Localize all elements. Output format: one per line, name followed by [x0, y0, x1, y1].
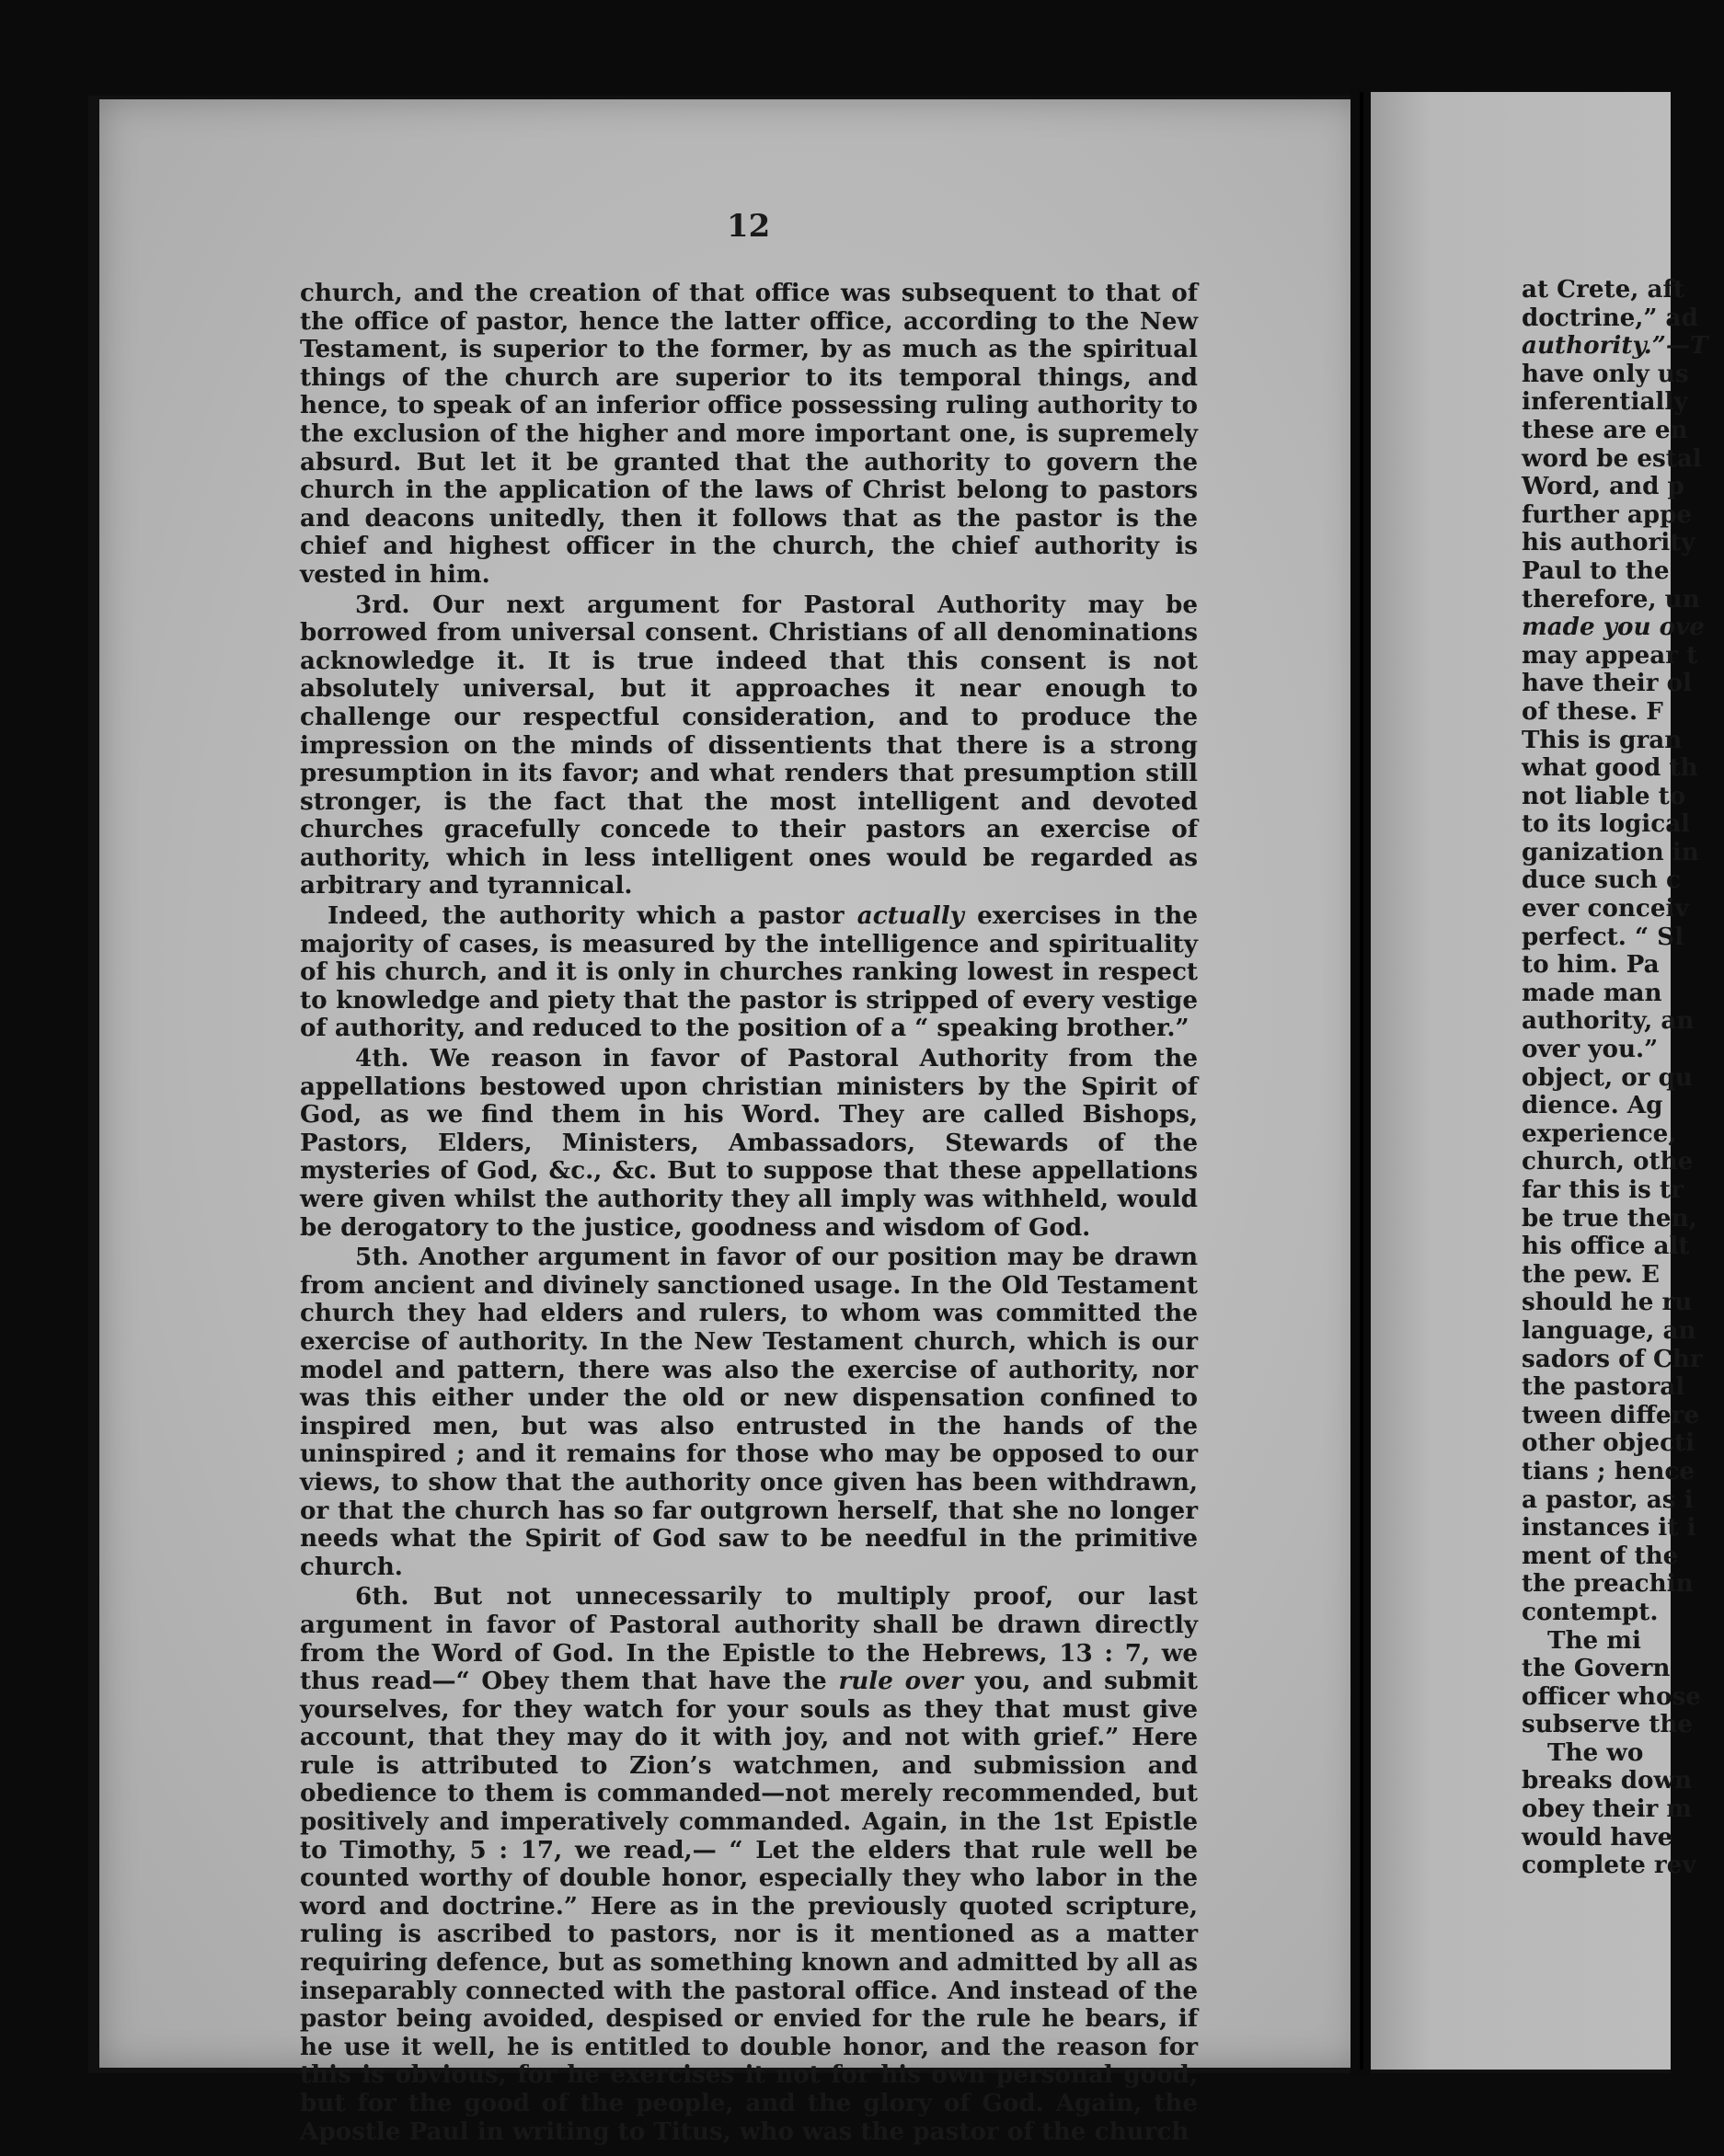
- right-page-line: the pew. E: [1522, 1259, 1660, 1289]
- right-page-line: ment of the: [1522, 1541, 1679, 1570]
- right-page-line: these are en: [1522, 415, 1688, 444]
- right-page-line: complete rev: [1522, 1851, 1696, 1880]
- right-page-line: Paul to the: [1522, 556, 1670, 585]
- right-page-line: a pastor, as i: [1522, 1485, 1694, 1514]
- paragraph: 6th. But not unnecessarily to multiply proof, our last argument in favor of Pastoral authority shall be drawn directly from the Word of God. In the Epistle to the Hebrews, 13 : 7, we thus read—“ Obey them that have the rule over you, and submit yourselves, for they watch for your souls as they that must give account, that they may do it with joy, and not with grief.” Here rule is attributed to Zion’s watchmen, and submission and obedience to them is commanded—not merely recommended, but positively and imperatively commanded. Again, in the 1st Epistle to Timothy, 5 : 17, we read,— “ Let the elders that rule well be counted worthy of double honor, especially they who labor in the word and doctrine.” Here as in the previously quoted scripture, ruling is ascribed to pastors, nor is it mentioned as a matter requiring defence, but as something known and admitted by all as inseparably connected with the pastoral office. And instead of the pastor being avoided, despised or envied for the rule he bears, if he use it well, he is entitled to double honor, and the reason for this is obvious, for he exercises it not for his own personal good, but for the good of the people, and the glory of God. Again, the Apostle Paul in writing to Titus, who was the pastor of the church: [300, 1582, 1198, 2146]
- right-page-line: obey their m: [1522, 1795, 1693, 1824]
- right-page-line: language, an: [1522, 1315, 1696, 1345]
- right-page-line: officer whose: [1522, 1681, 1701, 1711]
- right-page-line: the preachin: [1522, 1569, 1694, 1599]
- right-page-line: tween differe: [1522, 1400, 1699, 1429]
- right-page-line: have only us: [1522, 359, 1689, 388]
- gutter-line: [1360, 92, 1363, 2070]
- right-page-line: what good th: [1522, 753, 1698, 783]
- right-page-line: The mi: [1547, 1625, 1641, 1655]
- right-page-line: to its logical: [1522, 809, 1691, 839]
- right-page-line: tians ; hence: [1522, 1456, 1695, 1485]
- right-page-line: inferentially: [1522, 387, 1688, 417]
- right-page-line: breaks down: [1522, 1766, 1693, 1795]
- right-page-line: his office alt: [1522, 1232, 1690, 1261]
- right-page-line: The wo: [1547, 1737, 1644, 1767]
- right-page-text: [1522, 276, 1724, 1880]
- right-page-line: may appear t: [1522, 640, 1698, 670]
- paragraph: 5th. Another argument in favor of our position may be drawn from ancient and divinely sanctioned usage. In the Old Testament church they had elders and rulers, to whom was committed the exercise of authority. In the New Testament church, which is our model and pattern, there was also the exercise of authority, nor was this either under the old or new dispensation confined to inspired men, but was also entrusted in the hands of the uninspired ; and it remains for those who may be opposed to our views, to show that the authority once given has been withdrawn, or that the church has so far outgrown herself, that she no longer needs what the Spirit of God saw to be needful in the primitive church.: [300, 1243, 1198, 1581]
- right-page-line: should he ru: [1522, 1288, 1693, 1317]
- right-page-line: have their ol: [1522, 669, 1693, 698]
- right-page-line: object, or qu: [1522, 1062, 1693, 1092]
- right-page-line: doctrine,” ad: [1522, 303, 1698, 332]
- right-page-line: not liable to: [1522, 781, 1686, 810]
- right-page-line: subserve the: [1522, 1710, 1694, 1739]
- right-page-line: Word, and p: [1522, 472, 1684, 501]
- paragraph: 4th. We reason in favor of Pastoral Authority from the appellations bestowed upon christian ministers by the Spirit of God, as we find them in his Word. They are called Bishops, Pastors, Elders, Ministers, Ambassadors, Stewards of the mysteries of God, &c., &c. But to suppose that these appellations were given whilst the authority they all imply was withheld, would be derogatory to the justice, goodness and wisdom of God.: [300, 1044, 1198, 1242]
- right-page-line: at Crete, aft: [1522, 275, 1684, 304]
- right-page-line: therefore, un: [1522, 584, 1700, 614]
- left-page-text: [300, 280, 1198, 2146]
- right-page-line: far this is tr: [1522, 1175, 1684, 1204]
- paragraph: Indeed, the authority which a pastor actually exercises in the majority of cases, is measured by the intelligence and spirituality of his church, and it is only in churches ranking lowest in respect to knowledge and piety that the pastor is stripped of every vestige of authority, and reduced to the position of a “ speaking brother.”: [300, 901, 1198, 1043]
- right-page-line: the pastoral: [1522, 1372, 1685, 1402]
- right-page-line: further appe: [1522, 499, 1693, 529]
- right-page-line: over you.”: [1522, 1035, 1659, 1064]
- right-page-line: sadors of Chr: [1522, 1344, 1703, 1373]
- right-page-line: authority, an: [1522, 1006, 1695, 1036]
- right-page-line: dience. Ag: [1522, 1091, 1663, 1120]
- paragraph: church, and the creation of that office was subsequent to that of the office of pastor, hence the latter office, according to the New Testament, is superior to the former, by as much as the spiritual things of the church are superior to its temporal things, and hence, to speak of an inferior office possessing ruling authority to the exclusion of the higher and more important one, is supremely absurd. But let it be granted that the authority to govern the church in the application of the laws of Christ belong to pastors and deacons unitedly, then it follows that as the pastor is the chief and highest officer in the church, the chief authority is vested in him.: [300, 279, 1198, 589]
- right-page-line: instances it i: [1522, 1513, 1696, 1542]
- right-page-line: ever conceiv: [1522, 894, 1689, 923]
- right-page-line: This is gran: [1522, 725, 1683, 754]
- right-page-line: ganization in: [1522, 837, 1699, 866]
- right-page-line: the Govern: [1522, 1654, 1671, 1683]
- page-number: 12: [727, 208, 771, 245]
- right-page-line: church, othe: [1522, 1147, 1694, 1176]
- right-page-line: other objecti: [1522, 1428, 1695, 1458]
- right-page-line: of these. F: [1522, 696, 1663, 726]
- right-page-line: contempt.: [1522, 1597, 1659, 1626]
- right-page: [1371, 92, 1708, 2070]
- right-page-line: word be estal: [1522, 443, 1702, 473]
- right-page-line: be true then,: [1522, 1203, 1697, 1233]
- right-page-line: perfect. “ Sl: [1522, 922, 1684, 951]
- right-page-line: would have: [1522, 1822, 1673, 1852]
- right-page-line: duce such c: [1522, 866, 1681, 895]
- right-page-line: made man: [1522, 978, 1662, 1007]
- right-page-line: experience,: [1522, 1118, 1677, 1148]
- paragraph: 3rd. Our next argument for Pastoral Authority may be borrowed from universal consent. Christians of all denominations acknowledge it. It is true indeed that this consent is not absolutely universal, but it approaches it near enough to challenge our respectful consideration, and to produce the impression on the minds of dissentients that there is a strong presumption in its favor; and what renders that presumption still stronger, is the fact that the most intelligent and devoted churches gracefully concede to their pastors an exercise of authority, which in less intelligent ones would be regarded as arbitrary and tyrannical.: [300, 590, 1198, 900]
- right-page-line: to him. Pa: [1522, 950, 1660, 980]
- right-page-line: authority.”—T: [1522, 331, 1708, 361]
- right-page-line: his authority: [1522, 528, 1695, 557]
- right-page-line: made you ove: [1522, 613, 1705, 642]
